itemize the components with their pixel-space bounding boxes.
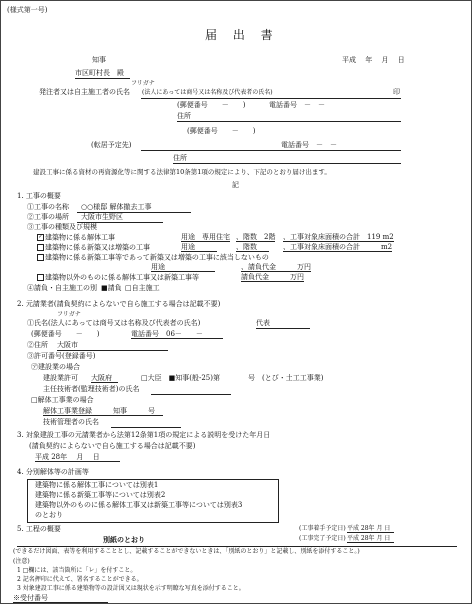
footnote-4: 3 対象建設工事に係る建築物等の設計図又は現状を示す明瞭な写真を添付すること。 <box>17 585 245 592</box>
s2-furigana: フリガナ <box>57 311 81 318</box>
form-number: (様式第一号) <box>7 6 48 14</box>
s4-line-4: のとおり <box>35 511 63 519</box>
s1-name-label: ①工事の名称 <box>27 203 69 211</box>
s2-construction-label: ㋐建設業の場合 <box>31 363 80 371</box>
s2-demolition-manager: 技術管理者の氏名 <box>43 418 99 426</box>
s4-heading: 4. 分別解体等の計画等 <box>17 468 89 476</box>
s1-kind-label: ③工事の種類及び規模 <box>27 223 97 231</box>
s3-value: 平成 28年 月 日 <box>35 454 120 462</box>
s3-note: (請負契約によらないで自ら施工する場合は記載不要) <box>29 442 196 450</box>
footnote-3: 2 記名押印に代えて、署名することができる。 <box>17 576 143 583</box>
footnote-2: 1 □欄には、該当箇所に「レ」を付すこと。 <box>17 567 137 574</box>
s5-attachment: 別紙のとおり <box>103 535 145 544</box>
notifier-postal: (郵便番号 － ) <box>177 101 246 109</box>
s1-reform-amount: 、請負代金 万円 <box>241 263 311 271</box>
s5-heading: 5. 工程の概要 <box>17 525 61 533</box>
s1-other-amount: 請負代金 万円 <box>241 273 304 281</box>
s2-engineer-label: 主任技術者(監理技術者)の氏名 <box>43 385 140 393</box>
s4-line-3: 建築物以外のものに係る解体工事又は新築工事等については別表3 <box>35 501 243 509</box>
s4-line-2: 建築物に係る新築工事等については別表2 <box>35 491 166 499</box>
s1-place-label: ②工事の場所 <box>27 213 69 221</box>
reform-checkbox[interactable] <box>37 254 44 261</box>
s2-permit-label: ③許可番号(登録番号) <box>27 352 96 360</box>
s3-heading: 3. 対象建設工事の元請業者から法第12条第1項の規定による説明を受けた年月日 <box>17 431 271 439</box>
footnote-0: (できるだけ図面、表等を利用することとし、記載することができないときは、「別紙のとおり」と記載し、別紙を添付すること。) <box>13 548 360 555</box>
s5-end-label: (工事完了予定日) <box>299 535 346 542</box>
s2-demolition-reg: 解体工事業登録 知事 号 <box>43 408 163 416</box>
s1-heading: 1. 工事の概要 <box>17 192 61 200</box>
s2-phone: 電話番号 06－ － <box>131 331 223 339</box>
s2-permit-no-label: 建設業許可 <box>43 374 78 382</box>
s1-place-value: 大阪市生野区 <box>77 214 163 223</box>
moving-address-label: 住所 <box>173 154 187 162</box>
s5-start-label: (工事着手予定日) <box>299 525 346 532</box>
other-checkbox[interactable] <box>37 274 44 281</box>
s1-contract-opt1[interactable]: ■請負 <box>101 284 122 292</box>
s1-new-area: 、工事対象床面積の合計 m2 <box>283 243 393 251</box>
s1-contract-opt2[interactable]: □自主施工 <box>125 284 160 292</box>
moving-phone: 電話番号 － － <box>281 141 337 149</box>
s5-end-value: 平成 28年 月 日 <box>347 536 394 543</box>
notifier-name-label: 発注者又は自主施工者の氏名 <box>39 88 130 96</box>
s2-demolition-label: □解体工事業の場合 <box>31 396 94 404</box>
new-checkbox[interactable] <box>37 244 44 251</box>
addressee-title: 知事 <box>92 56 106 64</box>
s2-permit-no-value: 大阪府 <box>91 375 118 383</box>
footnote-1: (注意) <box>13 558 30 565</box>
s2-postal: (郵便番号 － ) <box>31 330 100 338</box>
s1-contract-label: ④請負・自主施工の別 <box>27 284 97 292</box>
receipt-label: ※受付番号 <box>13 595 108 603</box>
s2-name-value: 代表 <box>256 320 310 329</box>
s5-start-value: 平成 28年 月 日 <box>347 526 394 533</box>
notifier-name-note: (法人にあっては商号又は名称及び代表者の氏名) <box>142 89 273 96</box>
s2-permit-options: □大臣 ■知事(般-25)第 号 (とび・土工工事業) <box>141 374 324 382</box>
ki-label: 記 <box>232 181 239 189</box>
s1-demo-area: 、工事対象床面積の合計 119 m2 <box>283 233 394 241</box>
s1-new-row: 建築物に係る新築又は増築の工事 <box>37 244 150 252</box>
form-title: 届 出 書 <box>205 28 279 42</box>
s1-demo-use: 用途 専用住宅 <box>181 233 230 241</box>
s2-name-label: ①氏名(法人にあっては商号又は名称及び代表者の氏名) <box>27 319 201 327</box>
moving-postal: (郵便番号 － ) <box>187 127 256 135</box>
notifier-seal: 印 <box>393 88 400 96</box>
demo-checkbox[interactable]: ✓ <box>38 234 43 240</box>
s2-address-value: 大阪市 <box>57 342 168 351</box>
notifier-phone: 電話番号 － － <box>269 101 325 109</box>
s4-line-1: 建築物に係る解体工事については別表1 <box>35 481 159 489</box>
s2-heading: 2. 元請業者(請負契約によらないで自ら施工する場合は記載不要) <box>17 300 221 308</box>
s1-reform-use: 用途 <box>151 264 215 272</box>
s1-demo-floors: 、階数 2階 <box>236 233 276 241</box>
s1-new-use: 用途 <box>181 244 217 252</box>
moving-label: (転居予定先) <box>91 141 132 149</box>
s1-new-floors: 、階数 <box>236 244 269 252</box>
s1-other-row: 建築物以外のものに係る解体工事又は新築工事等 <box>37 274 199 282</box>
s1-demo-row: ✓ 建築物に係る解体工事 <box>38 233 115 242</box>
s2-address-label: ②住所 <box>27 341 48 349</box>
notifier-furigana: フリガナ <box>131 80 155 87</box>
statement: 建設工事に係る資材の再資源化等に関する法律第10条第1項の規定により、下記のとおり届け出ます。 <box>33 168 331 176</box>
s1-reform-row: 建築物に係る新築工事等であって新築又は増築の工事に該当しないもの <box>37 254 269 262</box>
addressee-mayor: 市区町村長 殿 <box>75 70 130 79</box>
form-date: 平成 年 月 日 <box>342 56 405 64</box>
notifier-address-label: 住所 <box>177 112 191 120</box>
s1-name-value: ○○様邸 解体撤去工事 <box>77 204 191 213</box>
